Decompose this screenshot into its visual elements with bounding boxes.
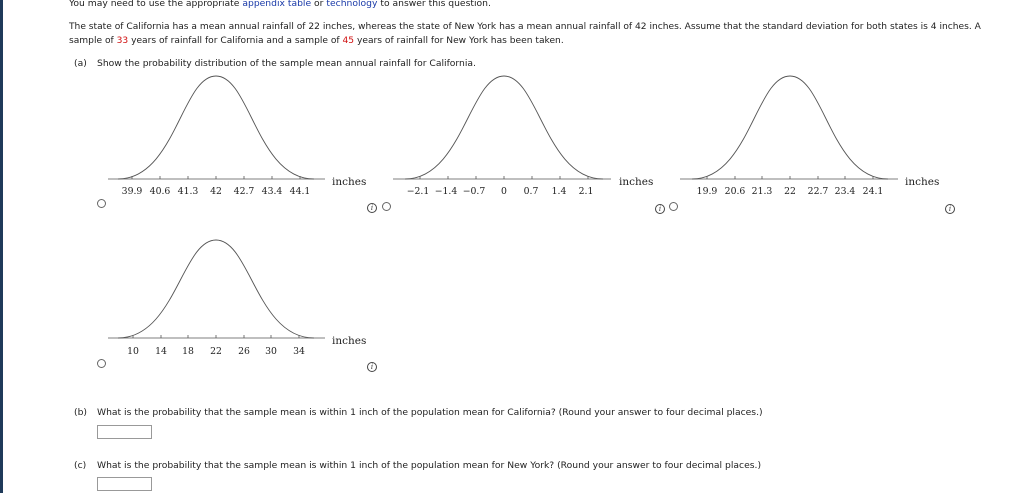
- graph-4-tick-label: 22: [210, 346, 222, 357]
- graph-3-tick-label: 20.6: [724, 186, 746, 197]
- graph-4-tick-label: 34: [293, 346, 305, 357]
- graph-1-info-icon[interactable]: i: [367, 203, 377, 213]
- graph-1-tick-label: 41.3: [177, 186, 199, 197]
- part-b-label: (b): [74, 407, 88, 418]
- graph-4-unit-label: inches: [332, 335, 367, 347]
- part-c-question: What is the probability that the sample mean is within 1 inch of the population mean for New York? (Round your answer to four decimal places.): [97, 460, 762, 471]
- problem-line-2-prefix: sample of: [69, 36, 117, 46]
- graph-2-tick-label: −1.4: [434, 186, 458, 197]
- graph-1-tick-label: 39.9: [121, 186, 143, 197]
- graph-4-tick-label: 18: [182, 346, 194, 357]
- problem-line-2-mid: years of rainfall for California and a sample of: [128, 36, 343, 46]
- graph-1-unit-label: inches: [332, 176, 367, 188]
- graph-2-tick-label: −2.1: [406, 186, 430, 197]
- intro-prefix: You may need to use the appropriate: [69, 0, 243, 9]
- graph-2-tick-label: 1.4: [551, 186, 567, 197]
- graph-2-tick-label: −0.7: [462, 186, 486, 197]
- new-york-sample-size: 45: [342, 36, 355, 46]
- graph-2-tick-label: 2.1: [578, 186, 594, 197]
- graph-2-tick-label: 0: [501, 186, 507, 197]
- graph-2-tick-label: 0.7: [523, 186, 539, 197]
- intro-mid: or: [311, 0, 327, 9]
- graph-3-tick-label: 22.7: [807, 186, 829, 197]
- graph-4-tick-label: 30: [265, 346, 277, 357]
- graph-3-tick-label: 21.3: [751, 186, 773, 197]
- graph-option-4-radio[interactable]: [97, 359, 106, 368]
- graph-4-info-icon[interactable]: i: [367, 362, 377, 372]
- graph-4-tick-label: 26: [238, 346, 250, 357]
- graph-1-tick-label: 43.4: [261, 186, 283, 197]
- part-b-question: What is the probability that the sample mean is within 1 inch of the population mean for California? (Round your answer to four decimal places.): [97, 407, 763, 418]
- graph-3-unit-label: inches: [905, 176, 940, 188]
- california-sample-size: 33: [116, 36, 129, 46]
- graph-1-tick-label: 40.6: [149, 186, 171, 197]
- graph-4-tick-marks: [133, 335, 299, 338]
- graph-4-tick-label: 10: [127, 346, 139, 357]
- graph-1-tick-label: 42.7: [233, 186, 255, 197]
- graph-3-info-icon[interactable]: i: [945, 204, 955, 214]
- part-c-answer-input[interactable]: [97, 477, 152, 491]
- technology-link[interactable]: technology: [326, 0, 378, 9]
- graph-3-tick-label: 22: [784, 186, 796, 197]
- appendix-table-link[interactable]: appendix table: [242, 0, 312, 9]
- graph-3-tick-label: 23.4: [834, 186, 856, 197]
- problem-line-1: The state of California has a mean annual rainfall of 22 inches, whereas the state of New York has a mean annual rainfall of 42 inches. Assume that the standard deviation for both states is 4 inches. A: [69, 22, 981, 32]
- graph-1-tick-label: 44.1: [289, 186, 311, 197]
- graph-2-info-icon[interactable]: i: [655, 204, 665, 214]
- part-c-label: (c): [74, 460, 87, 471]
- problem-line-2-suffix: years of rainfall for New York has been taken.: [354, 36, 564, 46]
- graph-4-tick-label: 14: [155, 346, 167, 357]
- part-a-label: (a): [74, 58, 87, 69]
- graph-3-tick-label: 24.1: [862, 186, 884, 197]
- graph-4-curve: [118, 240, 314, 338]
- part-a-question: Show the probability distribution of the sample mean annual rainfall for California.: [97, 58, 476, 69]
- graph-3-tick-label: 19.9: [696, 186, 718, 197]
- intro-suffix: to answer this question.: [377, 0, 491, 9]
- graph-1-tick-label: 42: [210, 186, 222, 197]
- part-b-answer-input[interactable]: [97, 425, 152, 439]
- graph-2-unit-label: inches: [619, 176, 654, 188]
